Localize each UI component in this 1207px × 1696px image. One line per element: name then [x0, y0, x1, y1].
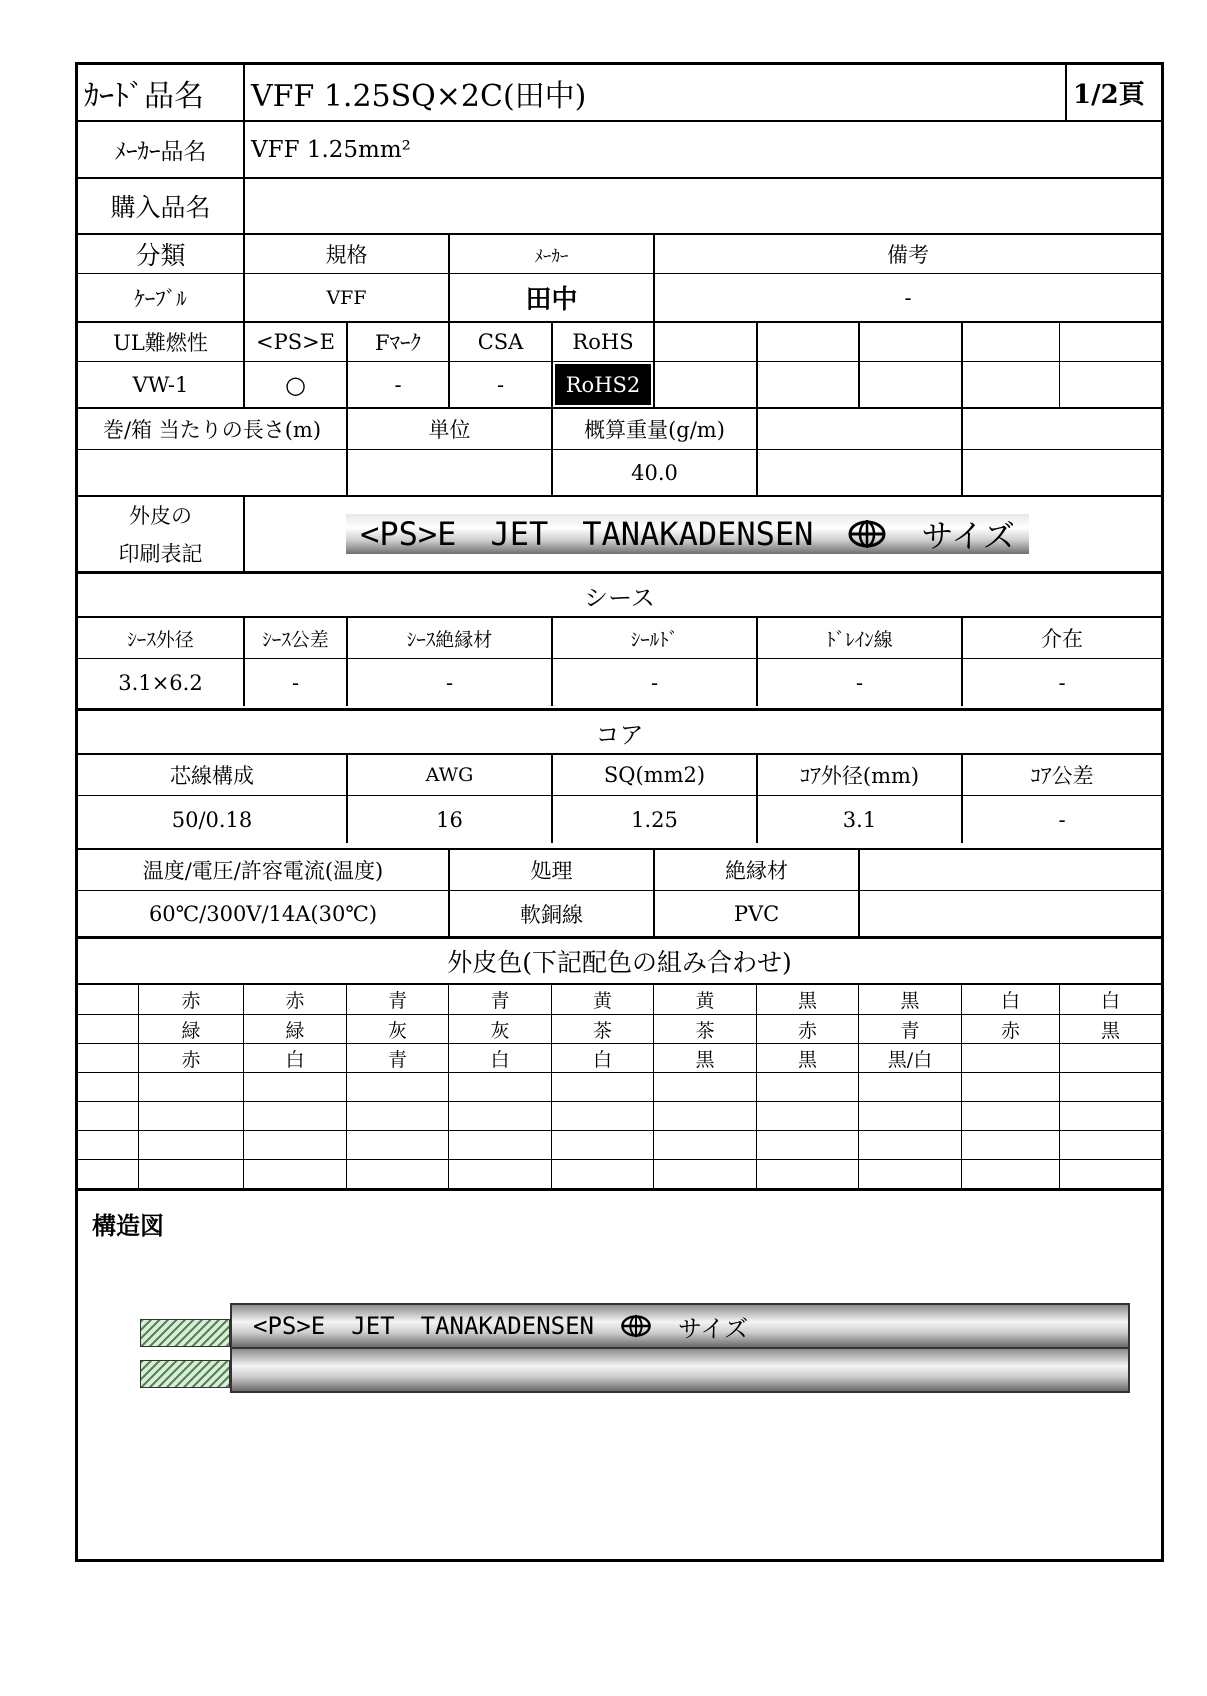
color-cell — [961, 1101, 1059, 1130]
unit-value — [346, 449, 551, 495]
color-cell — [448, 1159, 551, 1188]
color-cell: 緑 — [138, 1014, 243, 1043]
f-mark-value: - — [346, 361, 448, 407]
color-cell — [653, 1159, 756, 1188]
classification-value: ｹｰﾌﾞﾙ — [78, 273, 243, 321]
classification-block — [78, 233, 1161, 321]
color-cell: 白 — [961, 985, 1059, 1014]
drain-wire-header: ﾄﾞﾚｲﾝ線 — [756, 616, 961, 658]
standard-header: 規格 — [243, 235, 448, 273]
filler-header: 介在 — [961, 616, 1161, 658]
standard-value: VFF — [243, 273, 448, 321]
color-cell: 青 — [858, 1014, 961, 1043]
awg-header: AWG — [346, 753, 551, 795]
packaging-value-5 — [961, 449, 1161, 495]
color-cell: 青 — [346, 1043, 448, 1072]
color-cell — [138, 1159, 243, 1188]
color-cell: 赤 — [138, 985, 243, 1014]
color-cell: 黒 — [756, 1043, 858, 1072]
color-cell — [858, 1159, 961, 1188]
remarks-value: - — [653, 273, 1161, 321]
color-cell — [653, 1101, 756, 1130]
rating-header-4 — [858, 850, 1161, 890]
rohs-value: RoHS2 — [555, 364, 651, 405]
cert-value-6 — [653, 361, 756, 407]
color-cell: 茶 — [551, 1014, 653, 1043]
drain-wire-value: - — [756, 658, 961, 706]
classification-header: 分類 — [135, 241, 186, 270]
rating-block — [78, 848, 1161, 936]
remarks-header: 備考 — [653, 235, 1161, 273]
maker-name-value: VFF 1.25mm² — [243, 122, 1161, 177]
cable-text-pse: <PS>E — [253, 1312, 326, 1340]
pse-header: <PS>E — [243, 323, 346, 361]
color-cell — [961, 1043, 1059, 1072]
color-cell — [1059, 1043, 1161, 1072]
color-cell — [243, 1072, 346, 1101]
cert-header-8 — [858, 323, 961, 361]
core-block — [78, 708, 1161, 848]
color-cell — [858, 1130, 961, 1159]
color-cell: 黒 — [858, 985, 961, 1014]
color-cell — [138, 1130, 243, 1159]
color-cell: 黄 — [653, 985, 756, 1014]
sq-value: 1.25 — [551, 795, 756, 843]
color-cell: 赤 — [961, 1014, 1059, 1043]
color-cell — [346, 1101, 448, 1130]
card-name-label: ｶｰﾄﾞ品名 — [84, 78, 204, 114]
rating-header: 温度/電圧/許容電流(温度) — [142, 859, 384, 883]
sq-header: SQ(mm2) — [551, 753, 756, 795]
marking-text-pse: <PS>E — [360, 515, 457, 553]
packaging-header-5 — [961, 409, 1161, 449]
color-cell: 赤 — [138, 1043, 243, 1072]
color-row-index-cell — [78, 1130, 138, 1159]
color-cell: 黒 — [1059, 1014, 1161, 1043]
sheath-od-header: ｼｰｽ外径 — [78, 616, 243, 658]
colors-block — [78, 936, 1161, 1188]
cable-print-text — [253, 1309, 748, 1343]
color-cell — [756, 1072, 858, 1101]
ul-flame-header: UL難燃性 — [113, 331, 208, 355]
certification-block — [78, 321, 1161, 407]
color-cell — [756, 1159, 858, 1188]
card-name-row — [78, 65, 1161, 120]
weight-value: 40.0 — [551, 449, 756, 495]
color-cell — [551, 1130, 653, 1159]
strand-bottom — [140, 1360, 230, 1388]
ul-flame-value: VW-1 — [78, 361, 243, 407]
sheath-insulation-header: ｼｰｽ絶縁材 — [346, 616, 551, 658]
packaging-value-4 — [756, 449, 961, 495]
color-cell: 白 — [243, 1043, 346, 1072]
color-cell — [961, 1159, 1059, 1188]
color-cell — [551, 1159, 653, 1188]
sheath-block — [78, 571, 1161, 708]
color-cell — [858, 1101, 961, 1130]
csa-header: CSA — [448, 323, 551, 361]
marking-text-jet: JET — [490, 515, 549, 553]
cert-value-7 — [756, 361, 858, 407]
purchase-name-value — [243, 179, 1161, 233]
color-grid — [78, 983, 1161, 1186]
marking-text-maker: TANAKADENSEN — [582, 515, 814, 553]
marking-label-line2: 印刷表記 — [118, 542, 203, 566]
cert-header-7 — [756, 323, 858, 361]
color-cell: 灰 — [346, 1014, 448, 1043]
color-cell — [961, 1072, 1059, 1101]
color-cell — [448, 1130, 551, 1159]
color-cell: 黒/白 — [858, 1043, 961, 1072]
spec-sheet — [75, 62, 1164, 1562]
color-cell: 黒 — [756, 985, 858, 1014]
color-cell — [756, 1101, 858, 1130]
cable-text-size: サイズ — [678, 1314, 749, 1343]
core-od-value: 3.1 — [756, 795, 961, 843]
cable-core-bottom — [230, 1347, 1130, 1393]
color-cell: 緑 — [243, 1014, 346, 1043]
structure-block — [78, 1188, 1161, 1559]
insulation-header: 絶縁材 — [653, 850, 858, 890]
color-cell — [346, 1130, 448, 1159]
color-cell: 黒 — [653, 1043, 756, 1072]
maker-value: 田中 — [448, 273, 653, 321]
conductor-construction-value: 50/0.18 — [78, 795, 346, 843]
marking-text-size: サイズ — [921, 517, 1015, 555]
rohs-header: RoHS — [551, 323, 653, 361]
color-cell — [551, 1101, 653, 1130]
color-cell: 青 — [448, 985, 551, 1014]
color-cell — [243, 1159, 346, 1188]
cert-value-9 — [961, 361, 1161, 407]
color-cell: 白 — [551, 1043, 653, 1072]
strand-top — [140, 1319, 230, 1347]
cert-divider — [1059, 323, 1060, 407]
color-cell — [346, 1072, 448, 1101]
color-cell — [243, 1101, 346, 1130]
color-cell — [756, 1130, 858, 1159]
conductor-construction-header: 芯線構成 — [78, 753, 346, 795]
marking-row — [78, 495, 1161, 571]
color-cell — [448, 1072, 551, 1101]
structure-title: 構造図 — [92, 1210, 164, 1240]
color-cell: 灰 — [448, 1014, 551, 1043]
color-cell — [138, 1101, 243, 1130]
color-cell — [1059, 1159, 1161, 1188]
color-cell — [1059, 1072, 1161, 1101]
maker-name-label: ﾒｰｶｰ品名 — [114, 139, 207, 165]
color-row-index-cell — [78, 1014, 138, 1043]
maker-header: ﾒｰｶｰ — [448, 235, 653, 273]
color-cell: 茶 — [653, 1014, 756, 1043]
color-cell — [961, 1130, 1059, 1159]
cert-header-9 — [961, 323, 1161, 361]
color-row-index-cell — [78, 1072, 138, 1101]
treatment-value: 軟銅線 — [448, 890, 653, 936]
cert-header-6 — [653, 323, 756, 361]
color-cell — [138, 1072, 243, 1101]
core-tolerance-value: - — [961, 795, 1161, 843]
cert-value-8 — [858, 361, 961, 407]
sheath-tolerance-value: - — [243, 658, 346, 706]
core-od-header: ｺｱ外径(mm) — [756, 753, 961, 795]
color-row-index-cell — [78, 1101, 138, 1130]
color-cell — [346, 1159, 448, 1188]
awg-value: 16 — [346, 795, 551, 843]
sheath-insulation-value: - — [346, 658, 551, 706]
cable-pse-mark-icon — [620, 1313, 652, 1339]
insulation-value: PVC — [653, 890, 858, 936]
core-tolerance-header: ｺｱ公差 — [961, 753, 1161, 795]
colors-title: 外皮色(下記配色の組み合わせ) — [447, 948, 792, 977]
color-cell — [1059, 1101, 1161, 1130]
pse-value: ○ — [243, 361, 346, 407]
color-cell: 白 — [448, 1043, 551, 1072]
pse-circle-mark-icon — [847, 518, 887, 550]
sheath-tolerance-header: ｼｰｽ公差 — [243, 616, 346, 658]
weight-header: 概算重量(g/m) — [551, 409, 756, 449]
sheath-od-value: 3.1×6.2 — [78, 658, 243, 706]
treatment-header: 処理 — [448, 850, 653, 890]
f-mark-header: Fﾏｰｸ — [346, 323, 448, 361]
packaging-block — [78, 407, 1161, 495]
packaging-header-4 — [756, 409, 961, 449]
maker-name-row — [78, 120, 1161, 177]
length-per-roll-value — [78, 449, 346, 495]
color-cell — [1059, 1130, 1161, 1159]
color-cell: 白 — [1059, 985, 1161, 1014]
core-title: コア — [595, 720, 644, 749]
rating-value: 60℃/300V/14A(30℃) — [78, 890, 448, 936]
cable-text-jet: JET — [351, 1312, 395, 1340]
purchase-name-row — [78, 177, 1161, 233]
shield-header: ｼｰﾙﾄﾞ — [551, 616, 756, 658]
color-cell: 青 — [346, 985, 448, 1014]
color-cell — [858, 1072, 961, 1101]
csa-value: - — [448, 361, 551, 407]
unit-header: 単位 — [346, 409, 551, 449]
length-per-roll-header: 巻/箱 当たりの長さ(m) — [102, 418, 322, 442]
marking-label — [78, 497, 243, 571]
color-cell: 赤 — [243, 985, 346, 1014]
color-row-index-cell — [78, 1159, 138, 1188]
color-cell — [653, 1072, 756, 1101]
color-row-index-cell — [78, 1043, 138, 1072]
rating-value-4 — [858, 890, 1161, 936]
rohs-value-cell — [551, 361, 653, 407]
card-name-value: VFF 1.25SQ×2C(田中) — [243, 65, 1065, 120]
filler-value: - — [961, 658, 1161, 706]
color-row-index-cell — [78, 985, 138, 1014]
marking-print-strip — [346, 514, 1029, 554]
color-cell — [448, 1101, 551, 1130]
cable-text-maker: TANAKADENSEN — [420, 1312, 594, 1340]
color-cell — [243, 1130, 346, 1159]
color-cell: 黄 — [551, 985, 653, 1014]
purchase-name-label: 購入品名 — [110, 193, 211, 222]
page-number: 1/2頁 — [1065, 65, 1161, 120]
color-cell: 赤 — [756, 1014, 858, 1043]
sheath-title: シース — [584, 583, 655, 612]
color-cell — [551, 1072, 653, 1101]
marking-label-line1: 外皮の — [129, 504, 192, 528]
shield-value: - — [551, 658, 756, 706]
color-cell — [653, 1130, 756, 1159]
